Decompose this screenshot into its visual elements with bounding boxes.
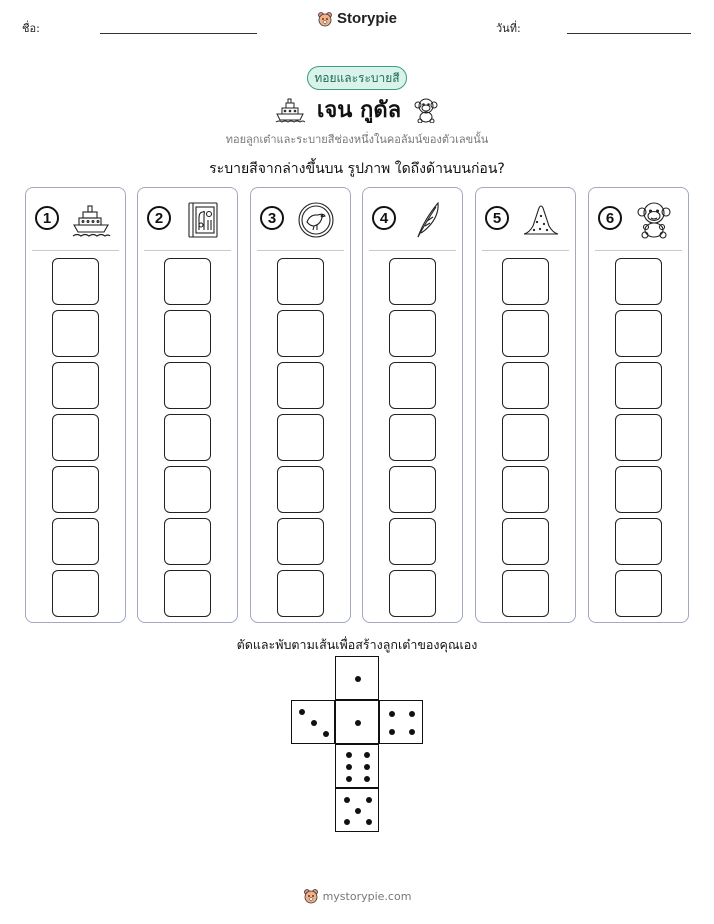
color-cell[interactable]: [389, 258, 436, 305]
color-cell[interactable]: [502, 414, 549, 461]
footer-url: mystorypie.com: [322, 889, 412, 903]
dice-pip: [364, 764, 370, 770]
dice-pip: [366, 797, 372, 803]
column-divider: [257, 250, 344, 251]
color-cell[interactable]: [277, 258, 324, 305]
dice-pip: [364, 776, 370, 782]
column-number: 1: [35, 206, 59, 230]
dice-pip: [344, 797, 350, 803]
dice-pip: [355, 808, 361, 814]
column-number: 3: [260, 206, 284, 230]
color-cell[interactable]: [502, 466, 549, 513]
column-divider: [595, 250, 682, 251]
dice-pip: [366, 819, 372, 825]
dice-face-1: [335, 700, 379, 744]
column-header: [363, 188, 462, 250]
color-cell[interactable]: [52, 362, 99, 409]
color-cell[interactable]: [615, 414, 662, 461]
bird-coin-icon: [296, 200, 336, 240]
date-label: วันที่:: [496, 22, 521, 35]
dice-pip: [355, 720, 361, 726]
color-cell[interactable]: [277, 414, 324, 461]
color-cell[interactable]: [615, 310, 662, 357]
color-cell[interactable]: [389, 310, 436, 357]
dice-pip: [346, 764, 352, 770]
color-cell[interactable]: [615, 570, 662, 617]
column-header: [26, 188, 125, 250]
book-icon: [183, 200, 223, 240]
monkey-icon: [634, 200, 674, 240]
column-divider: [144, 250, 231, 251]
color-cell[interactable]: [615, 258, 662, 305]
color-cell[interactable]: [52, 570, 99, 617]
color-cell[interactable]: [52, 518, 99, 565]
color-cell[interactable]: [164, 466, 211, 513]
dice-pip: [311, 720, 317, 726]
color-cell[interactable]: [389, 362, 436, 409]
sand-pile-icon: [521, 200, 561, 240]
column-divider: [32, 250, 119, 251]
color-cell[interactable]: [277, 466, 324, 513]
color-cell[interactable]: [502, 570, 549, 617]
question-text: ระบายสีจากล่างขึ้นบน รูปภาพ ใดถึงด้านบนก่อน?: [209, 161, 505, 177]
color-cell[interactable]: [502, 362, 549, 409]
title-row: [0, 92, 714, 127]
column-header: [251, 188, 350, 250]
color-cell[interactable]: [52, 414, 99, 461]
bear-logo-icon: [317, 11, 333, 27]
color-cell[interactable]: [52, 258, 99, 305]
color-cell[interactable]: [389, 466, 436, 513]
ship-icon: [71, 200, 111, 240]
column-number: 4: [372, 206, 396, 230]
dice-pip: [409, 711, 415, 717]
color-cell[interactable]: [389, 518, 436, 565]
color-cell[interactable]: [164, 362, 211, 409]
column-1: [25, 187, 126, 623]
dice-pip: [346, 752, 352, 758]
color-cell[interactable]: [277, 362, 324, 409]
color-cell[interactable]: [502, 258, 549, 305]
column-5: [475, 187, 576, 623]
dice-pip: [364, 752, 370, 758]
dice-face-4: [379, 700, 423, 744]
color-cell[interactable]: [164, 258, 211, 305]
color-cell[interactable]: [277, 570, 324, 617]
color-cell[interactable]: [52, 466, 99, 513]
dice-pip: [409, 729, 415, 735]
dice-pip: [355, 676, 361, 682]
color-cell[interactable]: [615, 518, 662, 565]
dice-pip: [323, 731, 329, 737]
color-cell[interactable]: [277, 518, 324, 565]
bear-logo-icon: [303, 888, 319, 904]
column-3: [250, 187, 351, 623]
color-cell[interactable]: [164, 570, 211, 617]
column-2: [137, 187, 238, 623]
monkey-icon: [413, 97, 439, 123]
dice-pip: [344, 819, 350, 825]
feather-icon: [408, 200, 448, 240]
column-divider: [369, 250, 456, 251]
name-line[interactable]: [100, 33, 257, 34]
dice-pip: [346, 776, 352, 782]
name-label: ชื่อ:: [22, 22, 40, 35]
dice-face-5: [335, 788, 379, 832]
color-cell[interactable]: [277, 310, 324, 357]
column-header: [476, 188, 575, 250]
column-number: 2: [147, 206, 171, 230]
dice-pip: [389, 711, 395, 717]
color-cell[interactable]: [389, 414, 436, 461]
color-cell[interactable]: [164, 518, 211, 565]
column-number: 6: [598, 206, 622, 230]
color-cell[interactable]: [164, 310, 211, 357]
dice-face-3: [291, 700, 335, 744]
color-cell[interactable]: [615, 466, 662, 513]
column-4: [362, 187, 463, 623]
column-header: [589, 188, 688, 250]
color-cell[interactable]: [52, 310, 99, 357]
cut-instruction: ตัดและพับตามเส้นเพื่อสร้างลูกเต๋าของคุณเอง: [236, 637, 478, 652]
ship-icon: [275, 97, 305, 123]
instructions-subtitle: ทอยลูกเต๋าและระบายสีช่องหนึ่งในคอลัมน์ของตัวเลขนั้น: [225, 133, 489, 146]
activity-badge: ทอยและระบายสี: [307, 66, 407, 90]
dice-face-6: [335, 744, 379, 788]
dice-pip: [299, 709, 305, 715]
page-title: เจน กูดัล: [316, 98, 402, 123]
column-header: [138, 188, 237, 250]
brand-name: Storypie: [336, 10, 397, 27]
brand-logo: [0, 10, 714, 27]
date-line[interactable]: [567, 33, 691, 34]
column-number: 5: [485, 206, 509, 230]
color-cell[interactable]: [164, 414, 211, 461]
color-cell[interactable]: [389, 570, 436, 617]
column-divider: [482, 250, 569, 251]
color-cell[interactable]: [502, 518, 549, 565]
color-cell[interactable]: [615, 362, 662, 409]
dice-face-1: [335, 656, 379, 700]
column-6: [588, 187, 689, 623]
dice-pip: [389, 729, 395, 735]
footer: [0, 888, 714, 904]
color-cell[interactable]: [502, 310, 549, 357]
